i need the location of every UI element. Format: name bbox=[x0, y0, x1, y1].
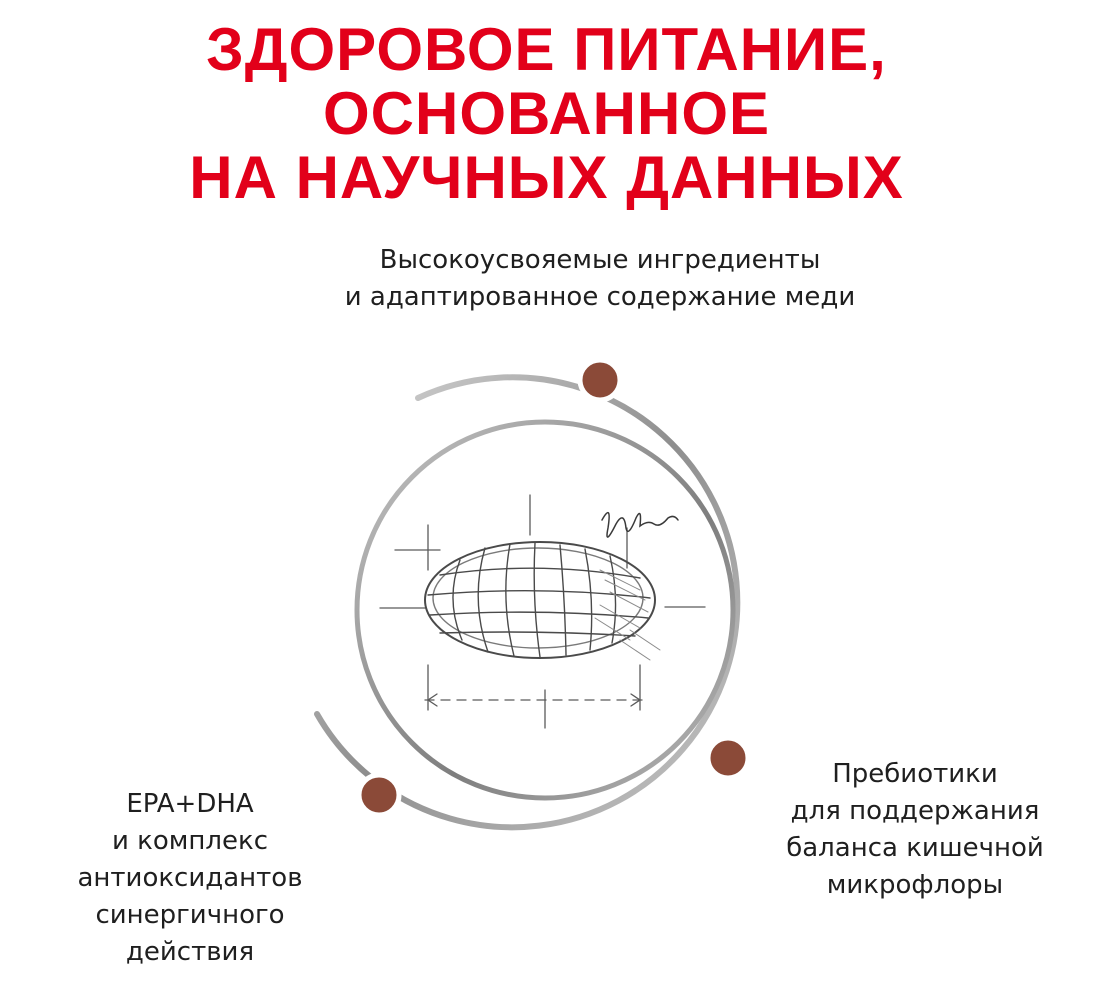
benefit-left-line-5: действия bbox=[125, 937, 255, 967]
benefit-top-line-2: и адаптированное содержание меди bbox=[344, 282, 856, 312]
benefit-right-line-4: микрофлоры bbox=[826, 870, 1004, 900]
benefit-dot-top bbox=[580, 360, 620, 400]
benefit-left-line-4: синергичного bbox=[95, 900, 285, 930]
benefit-right-line-1: Пребиотики bbox=[832, 759, 998, 789]
headline-line-1: ЗДОРОВОЕ ПИТАНИЕ, ОСНОВАННОЕ bbox=[206, 16, 887, 147]
benefit-top-line-1: Высокоусвояемые ингредиенты bbox=[379, 245, 821, 275]
inner-ring bbox=[357, 422, 733, 798]
benefit-dot-left bbox=[359, 775, 399, 815]
kibble-sketch-illustration bbox=[380, 495, 705, 728]
benefit-dot-right bbox=[708, 738, 748, 778]
benefit-left-line-2: и комплекс bbox=[112, 826, 268, 856]
headline-line-2: НА НАУЧНЫХ ДАННЫХ bbox=[189, 144, 904, 211]
benefit-right-line-2: для поддержания bbox=[790, 796, 1040, 826]
benefit-left-line-1: EPA+DHA bbox=[126, 789, 254, 819]
benefit-right-line-3: баланса кишечной bbox=[786, 833, 1044, 863]
outer-ring-arc bbox=[317, 377, 737, 827]
benefit-left-line-3: антиоксидантов bbox=[77, 863, 303, 893]
